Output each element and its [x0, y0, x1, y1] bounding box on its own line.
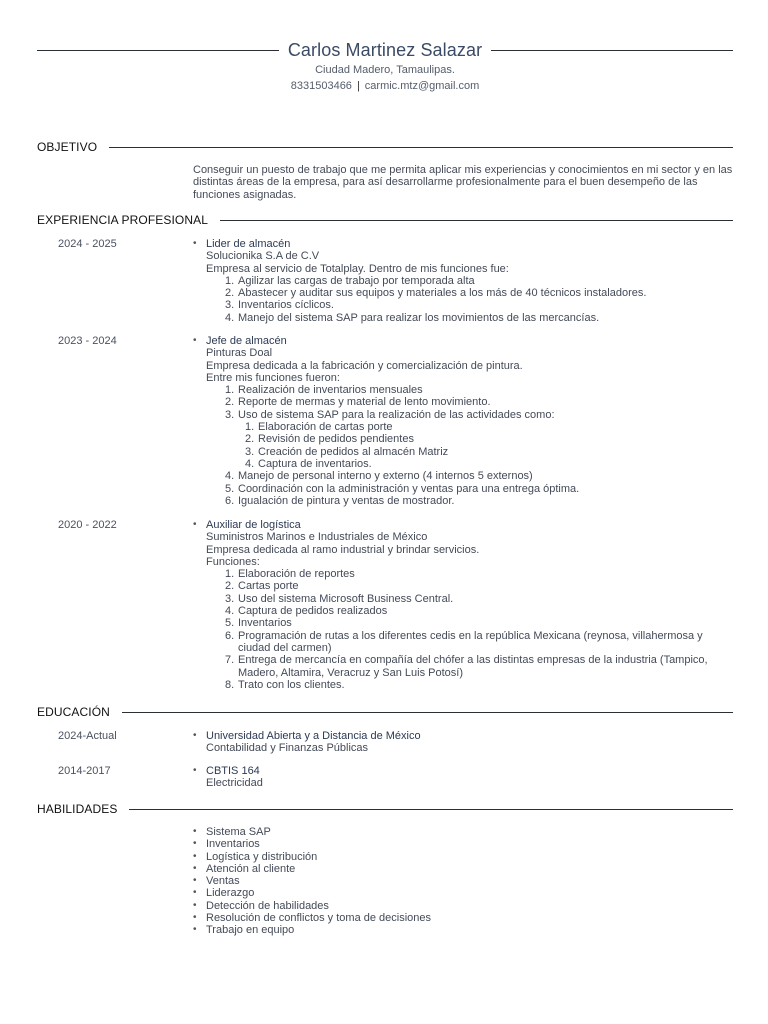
- section-rule: [122, 712, 733, 713]
- phone: 8331503466: [290, 80, 352, 92]
- task-list: [206, 384, 733, 507]
- education-field: Electricidad: [206, 777, 263, 790]
- skill-item: • Logística y distribución: [193, 850, 318, 863]
- list-item: 1. Elaboración de reportes: [225, 568, 355, 581]
- bullet-icon: •: [193, 899, 197, 911]
- bullet-icon: •: [193, 924, 197, 936]
- list-item: 3. Creación de pedidos al almacén Matriz: [245, 445, 449, 458]
- section-experiencia-heading: [37, 212, 733, 228]
- job-dates: 2023 - 2024: [58, 335, 117, 347]
- job-content: [193, 519, 733, 691]
- list-item: 5. Coordinación con la administración y ventas para una entrega óptima.: [225, 482, 580, 495]
- candidate-name: Carlos Martinez Salazar: [287, 39, 483, 60]
- list-item: 5. Inventarios: [225, 617, 292, 630]
- job-dates: 2024 - 2025: [58, 238, 117, 250]
- list-item: 1. Elaboración de cartas porte: [245, 421, 393, 434]
- list-item: 3. Inventarios cíclicos.: [225, 299, 334, 312]
- section-title: HABILIDADES: [37, 802, 118, 816]
- section-objetivo-heading: [37, 139, 733, 155]
- section-title: EXPERIENCIA PROFESIONAL: [37, 213, 209, 227]
- contact-info: [37, 78, 733, 94]
- list-item: 3. Uso de sistema SAP para la realización de las actividades como:: [225, 408, 555, 421]
- task-list: [206, 568, 733, 691]
- skill-item: • Trabajo en equipo: [193, 924, 295, 937]
- header-rule-right: [491, 50, 733, 51]
- section-educacion-heading: [37, 704, 733, 720]
- bullet-icon: •: [193, 887, 197, 899]
- location: Ciudad Madero, Tamaulipas.: [315, 64, 455, 76]
- skill-item: • Ventas: [193, 875, 240, 888]
- job-description: Empresa al servicio de Totalplay. Dentro de mis funciones fue:: [206, 262, 509, 275]
- job-bullet: [193, 335, 733, 507]
- education-school: CBTIS 164: [206, 765, 260, 777]
- section-title: OBJETIVO: [37, 140, 98, 154]
- job-intro: Entre mis funciones fueron:: [206, 371, 340, 384]
- skill-item: • Sistema SAP: [193, 826, 271, 838]
- education-field: Contabilidad y Finanzas Públicas: [206, 742, 369, 755]
- bullet-icon: •: [193, 912, 197, 924]
- job-company: Pinturas Doal: [206, 347, 273, 360]
- task-list: [206, 275, 733, 324]
- job-role: Auxiliar de logística: [206, 519, 301, 531]
- contact-separator: |: [356, 80, 360, 92]
- name-row: [37, 38, 733, 62]
- bullet-icon: •: [193, 730, 197, 741]
- education-school: Universidad Abierta y a Distancia de México: [206, 730, 421, 742]
- header-rule-left: [37, 50, 279, 51]
- job-intro: Funciones:: [206, 555, 260, 568]
- bullet-icon: •: [193, 765, 197, 776]
- job-description: Empresa dedicada al ramo industrial y brindar servicios.: [206, 543, 480, 556]
- job-content: [193, 238, 733, 324]
- section-rule: [109, 147, 733, 148]
- education-dates: 2014-2017: [58, 765, 111, 777]
- section-rule: [129, 809, 733, 810]
- resume-header: [37, 38, 733, 94]
- education-bullet: [193, 765, 733, 790]
- list-item: 6. Programación de rutas a los diferentes cedis en la república Mexicana (reynosa, villahermosa y ciudad del carmen): [225, 629, 703, 654]
- bullet-icon: •: [193, 838, 197, 850]
- education-content: [193, 730, 733, 755]
- section-habilidades-heading: [37, 801, 733, 817]
- list-item: 4. Manejo del sistema SAP para realizar los movimientos de las mercancías.: [225, 311, 600, 324]
- list-item: 6. Igualación de pintura y ventas de mostrador.: [225, 494, 455, 507]
- bullet-icon: •: [193, 862, 197, 874]
- bullet-icon: •: [193, 850, 197, 862]
- list-item: 1. Agilizar las cargas de trabajo por temporada alta: [225, 274, 475, 287]
- education-content: [193, 765, 733, 790]
- list-item: 2. Reporte de mermas y material de lento movimiento.: [225, 396, 491, 409]
- skill-item: • Resolución de conflictos y toma de decisiones: [193, 912, 432, 925]
- objetivo-text: Conseguir un puesto de trabajo que me permita aplicar mis experiencias y conocimientos en mi sector y en las distintas áreas de la empresa, para así desarrollarme profesionalmente para el buen desempeño de las funciones asignadas.: [193, 164, 733, 201]
- job-bullet: [193, 519, 733, 691]
- job-dates: 2020 - 2022: [58, 519, 117, 531]
- list-item: 7. Entrega de mercancía en compañía del chófer a las distintas empresas de la industria (Tampico, Madero, Altamira, Veracruz y San Luis Potosí): [225, 654, 708, 679]
- job-content: [193, 335, 733, 507]
- bullet-icon: •: [193, 875, 197, 887]
- list-item: 1. Realización de inventarios mensuales: [225, 384, 423, 397]
- bullet-icon: •: [193, 238, 197, 249]
- job-description: Empresa dedicada a la fabricación y comercialización de pintura.: [206, 359, 523, 372]
- list-item: 4. Captura de pedidos realizados: [225, 605, 388, 618]
- list-item: 3. Uso del sistema Microsoft Business Central.: [225, 592, 454, 605]
- email: carmic.mtz@gmail.com: [364, 80, 480, 92]
- section-title: EDUCACIÓN: [37, 705, 110, 719]
- skill-item: • Inventarios: [193, 838, 260, 851]
- subtask-list: [225, 421, 733, 470]
- list-item: 2. Abastecer y auditar sus equipos y materiales a los más de 40 técnicos instaladores.: [225, 287, 647, 300]
- skill-item: • Detección de habilidades: [193, 899, 329, 912]
- job-role: Lider de almacén: [206, 238, 291, 250]
- job-company: Solucionika S.A de C.V: [206, 250, 320, 263]
- bullet-icon: •: [193, 335, 197, 346]
- list-item: 4. Captura de inventarios.: [245, 457, 372, 470]
- bullet-icon: •: [193, 519, 197, 530]
- skills-content: [193, 826, 733, 937]
- education-bullet: [193, 730, 733, 755]
- skill-item: • Atención al cliente: [193, 862, 296, 875]
- skill-item: • Liderazgo: [193, 887, 255, 900]
- section-rule: [220, 220, 733, 221]
- job-role: Jefe de almacén: [206, 335, 287, 347]
- bullet-icon: •: [193, 826, 197, 837]
- job-company: Suministros Marinos e Industriales de México: [206, 531, 428, 544]
- job-bullet: [193, 238, 733, 324]
- list-item: 2. Revisión de pedidos pendientes: [245, 433, 414, 446]
- list-item: 4. Manejo de personal interno y externo (4 internos 5 externos): [225, 470, 533, 483]
- list-item: 2. Cartas porte: [225, 580, 299, 593]
- education-dates: 2024-Actual: [58, 730, 117, 742]
- list-item: 8. Trato con los clientes.: [225, 678, 345, 691]
